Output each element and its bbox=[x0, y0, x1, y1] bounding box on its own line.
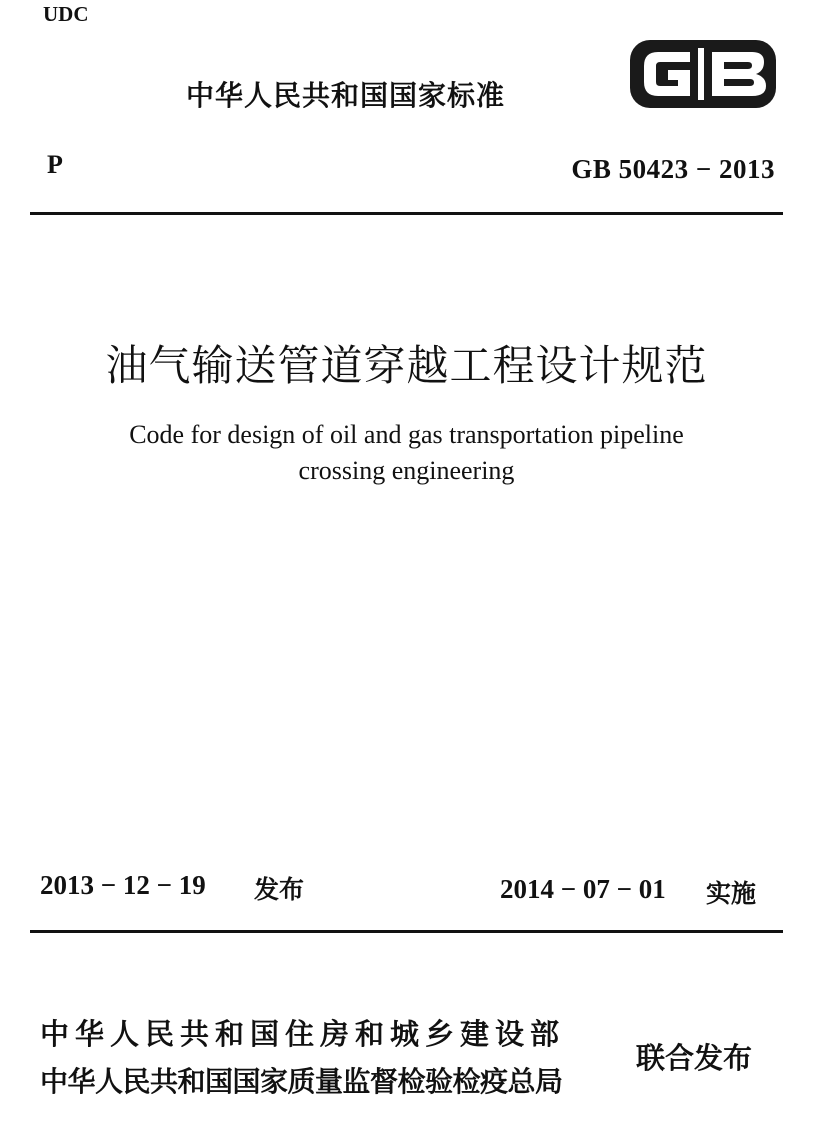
header-divider bbox=[30, 212, 783, 215]
issuer-quality-supervision: 中华人民共和国国家质量监督检验检疫总局 bbox=[40, 1065, 563, 1098]
title-english-line2: crossing engineering bbox=[298, 456, 515, 485]
title-english-line1: Code for design of oil and gas transportation pipeline bbox=[129, 420, 684, 449]
national-standard-heading: 中华人民共和国国家标准 bbox=[186, 79, 506, 112]
issue-date: 2013 − 12 − 19 bbox=[40, 870, 206, 900]
issue-label: 发布 bbox=[254, 875, 305, 904]
joint-issue-label: 联合发布 bbox=[636, 1041, 753, 1075]
classification-code: P bbox=[47, 150, 63, 179]
standard-number: GB 50423 − 2013 bbox=[571, 154, 775, 184]
issuer-ministry-housing: 中华人民共和国住房和城乡建设部 bbox=[40, 1017, 566, 1051]
implementation-label: 实施 bbox=[706, 879, 757, 908]
footer-divider bbox=[30, 930, 783, 933]
udc-label: UDC bbox=[43, 2, 89, 26]
implementation-date: 2014 − 07 − 01 bbox=[500, 874, 666, 904]
title-chinese: 油气输送管道穿越工程设计规范 bbox=[105, 341, 708, 390]
gb-logo bbox=[628, 38, 778, 110]
